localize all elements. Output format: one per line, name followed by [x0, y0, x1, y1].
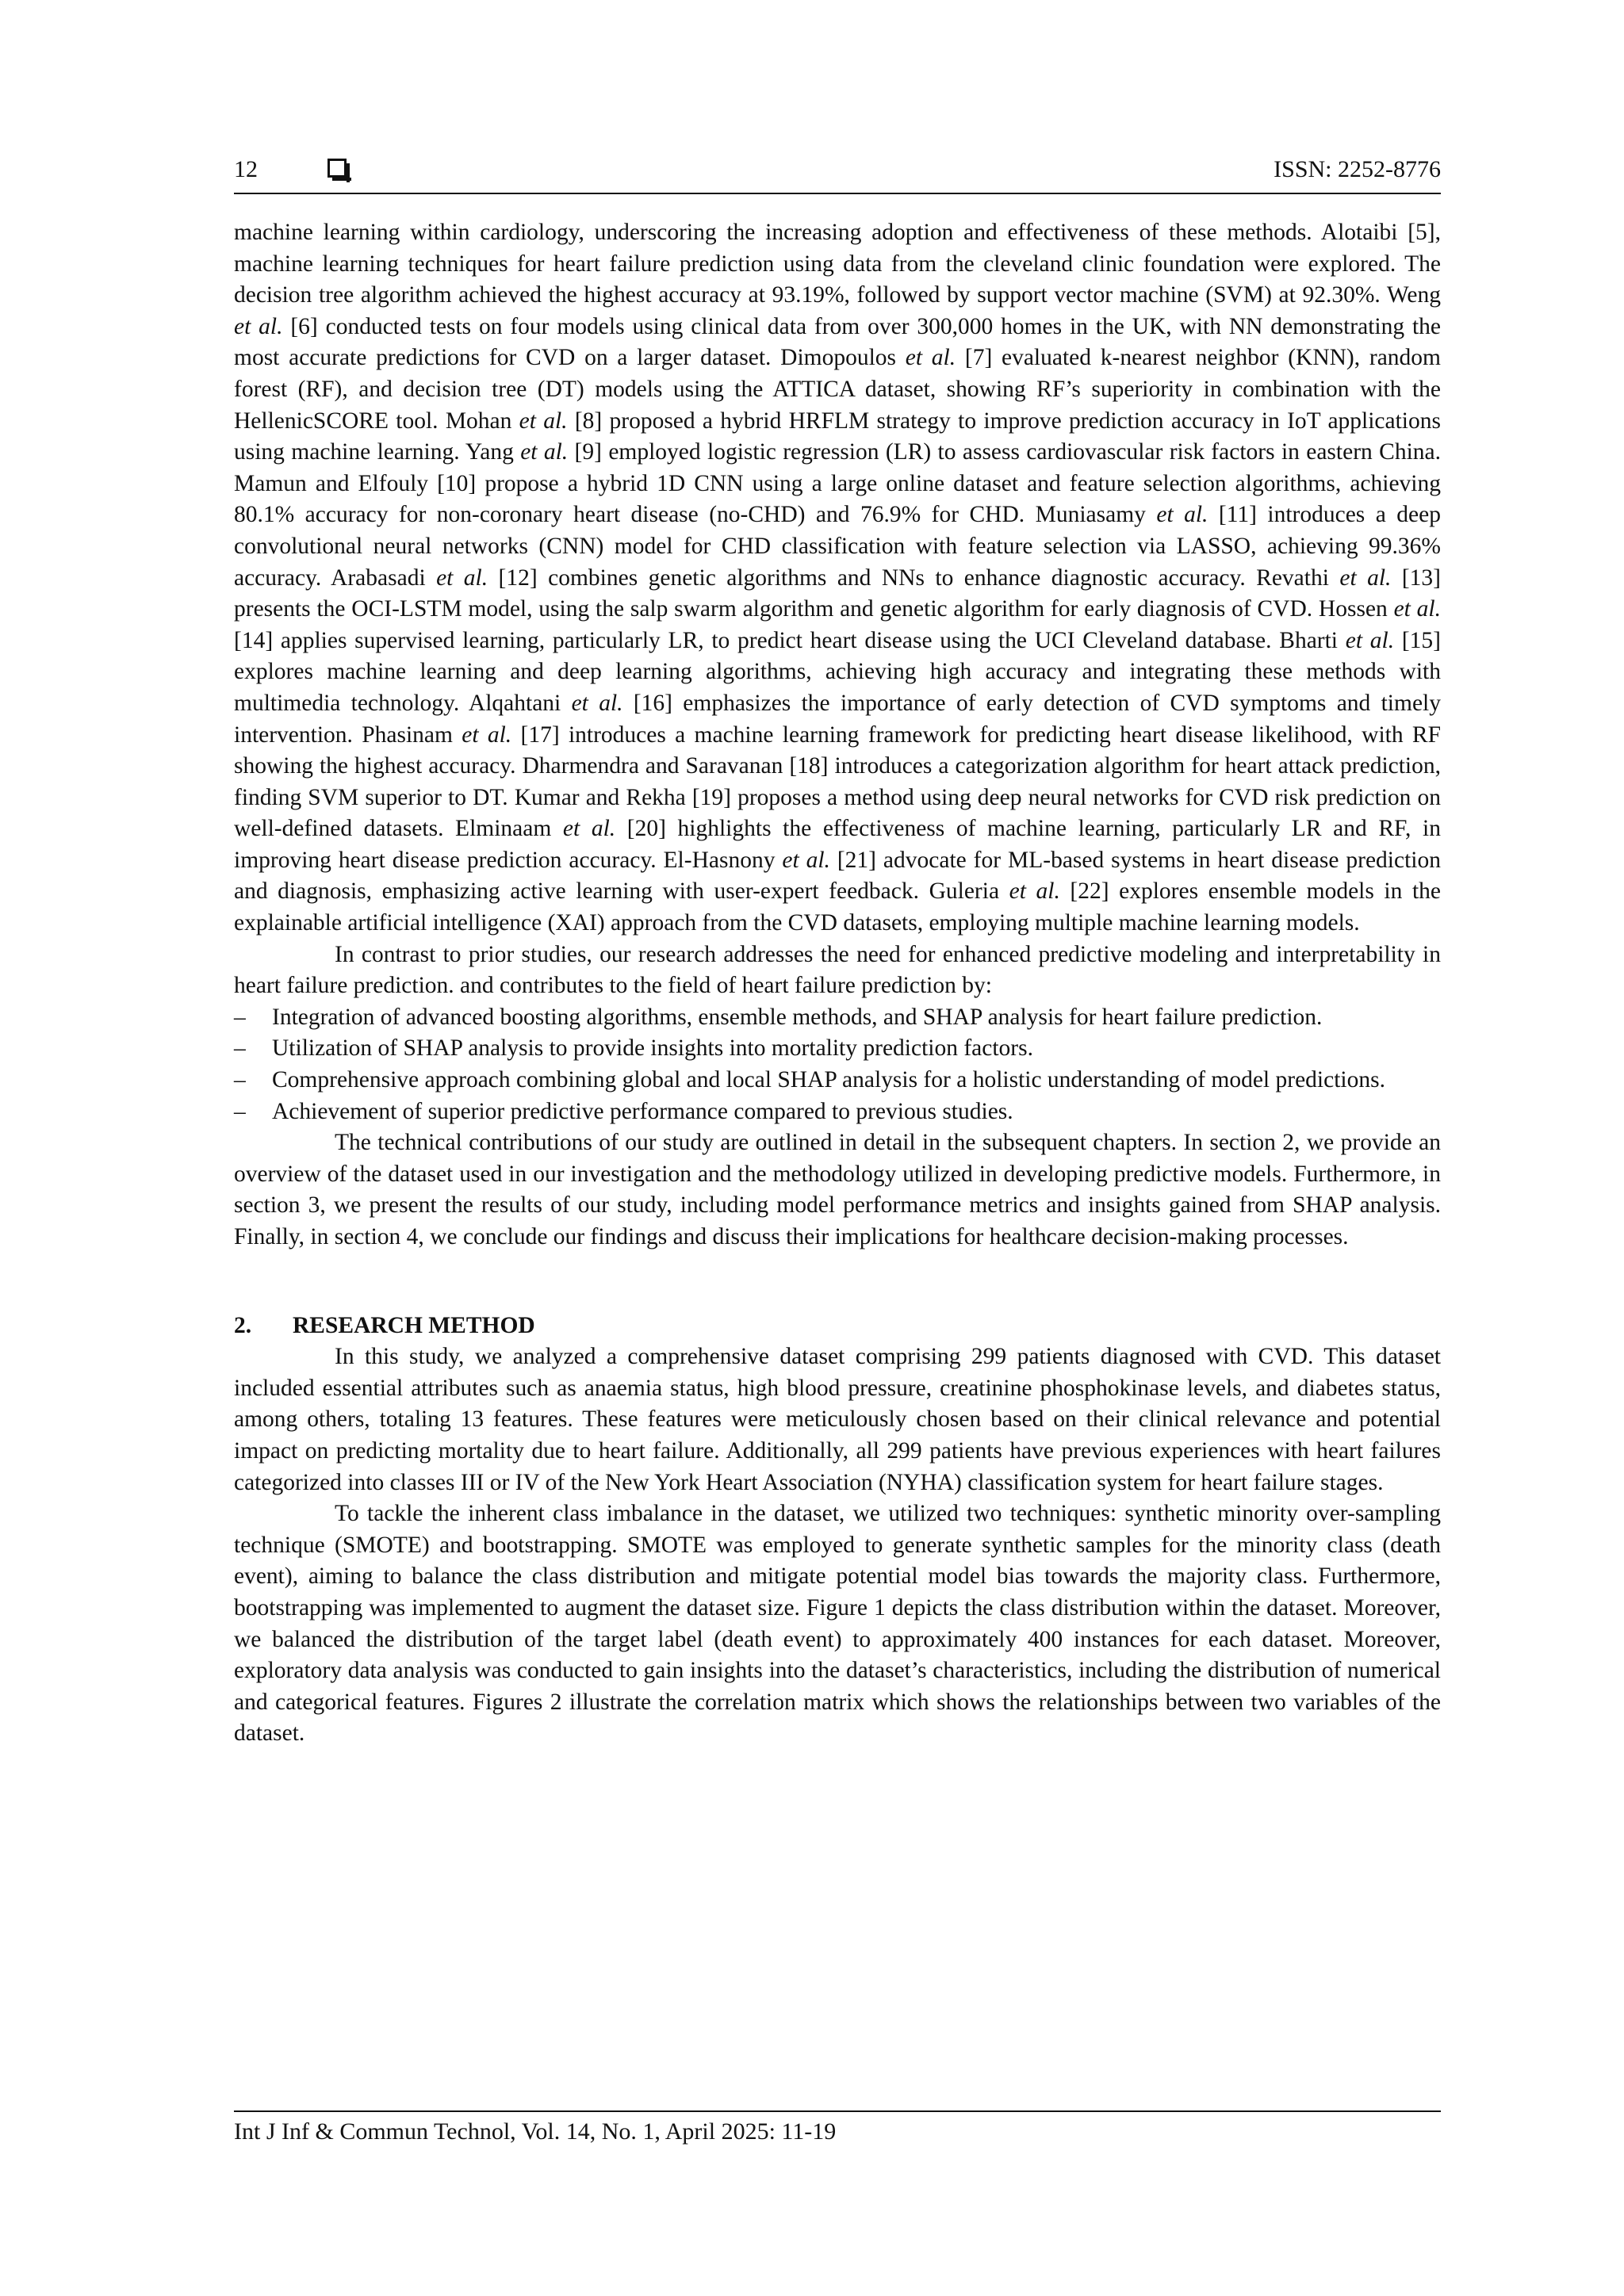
- footer-citation: Int J Inf & Commun Technol, Vol. 14, No. 1, April 2025: 11-19: [234, 2118, 837, 2145]
- dataset-paragraph: In this study, we analyzed a comprehensive dataset comprising 299 patients diagnosed with CVD. This dataset included essential attributes such as anaemia status, high blood pressure, creatinine phosphokinase levels, and diabetes status, among others, totaling 13 features. These features were meticulously chosen based on their clinical relevance and potential impact on predicting mortality due to heart failure. Additionally, all 299 patients have previous experiences with heart failures categorized into classes III or IV of the New York Heart Association (NYHA) classification system for heart failure stages.: [234, 1344, 1441, 1495]
- header-rule: [234, 193, 1441, 194]
- page-number: 12: [234, 156, 258, 182]
- footer-rule: [234, 2110, 1441, 2112]
- list-item: – Comprehensive approach combining global and local SHAP analysis for a holistic understanding of model predictions.: [234, 1065, 1441, 1096]
- imbalance-paragraph: To tackle the inherent class imbalance in the dataset, we utilized two techniques: synthetic minority over-sampling technique (SMOTE) and bootstrapping. SMOTE was employed to generate synthetic samples for the minority class (death event), aiming to balance the class distribution and mitigate potential model bias towards the majority class. Furthermore, bootstrapping was implemented to augment the dataset size. Figure 1 depicts the class distribution within the dataset. Moreover, we balanced the distribution of the target label (death event) to approximately 400 instances for each dataset. Moreover, exploratory data analysis was conducted to gain insights into the dataset’s characteristics, including the distribution of numerical and categorical features. Figures 2 illustrate the correlation matrix which shows the relationships between two variables of the dataset.: [234, 1501, 1441, 1747]
- dash-bullet: –: [234, 1035, 246, 1062]
- dash-bullet: –: [234, 1067, 246, 1093]
- section-number: 2.: [234, 1312, 252, 1338]
- section-title: RESEARCH METHOD: [293, 1312, 535, 1338]
- contributions-list: [234, 1002, 1441, 1127]
- list-item: – Utilization of SHAP analysis to provide insights into mortality prediction factors.: [234, 1033, 1441, 1065]
- page-header: [234, 155, 1441, 195]
- outline-paragraph: The technical contributions of our study are outlined in detail in the subsequent chapters. In section 2, we provide an overview of the dataset used in our investigation and the methodology utilized in developing predictive models. Furthermore, in section 3, we present the results of our study, including model performance metrics and insights gained from SHAP analysis. Finally, in section 4, we conclude our findings and discuss their implications for healthcare decision-making processes.: [234, 1130, 1441, 1249]
- intro-paragraph: machine learning within cardiology, underscoring the increasing adoption and effectiveness of these methods. Alotaibi [5], machine learning techniques for heart failure prediction using data from the cleveland clinic foundation were explored. The decision tree algorithm achieved the highest accuracy at 93.19%, followed by support vector machine (SVM) at 92.30%. Weng et al. [6] conducted tests on four models using clinical data from over 300,000 homes in the UK, with NN demonstrating the most accurate predictions for CVD on a larger dataset. Dimopoulos et al. [7] evaluated k-nearest neighbor (KNN), random forest (RF), and decision tree (DT) models using the ATTICA dataset, showing RF’s superiority in combination with the HellenicSCORE tool. Mohan et al. [8] proposed a hybrid HRFLM strategy to improve prediction accuracy in IoT applications using machine learning. Yang et al. [9] employed logistic regression (LR) to assess cardiovascular risk factors in eastern China. Mamun and Elfouly [10] propose a hybrid 1D CNN using a large online dataset and feature selection algorithms, achieving 80.1% accuracy for non-coronary heart disease (no-CHD) and 76.9% for CHD. Muniasamy et al. [11] introduces a deep convolutional neural networks (CNN) model for CHD classification with feature selection via LASSO, achieving 99.36% accuracy. Arabasadi et al. [12] combines genetic algorithms and NNs to enhance diagnostic accuracy. Revathi et al. [13] presents the OCI-LSTM model, using the salp swarm algorithm and genetic algorithm for early diagnosis of CVD. Hossen et al. [14] applies supervised learning, particularly LR, to predict heart disease using the UCI Cleveland database. Bharti et al. [15] explores machine learning and deep learning algorithms, achieving high accuracy and integrating these methods with multimedia technology. Alqahtani et al. [16] emphasizes the importance of early detection of CVD symptoms and timely intervention. Phasinam et al. [17] introduces a machine learning framework for predicting heart disease likelihood, with RF showing the highest accuracy. Dharmendra and Saravanan [18] introduces a categorization algorithm for heart attack prediction, finding SVM superior to DT. Kumar and Rekha [19] proposes a method using deep neural networks for CVD risk prediction on well-defined datasets. Elminaam et al. [20] highlights the effectiveness of machine learning, particularly LR and RF, in improving heart disease prediction accuracy. El-Hasnony et al. [21] advocate for ML-based systems in heart disease prediction and diagnosis, emphasizing active learning with user-expert feedback. Guleria et al. [22] explores ensemble models in the explainable artificial intelligence (XAI) approach from the CVD datasets, employing multiple machine learning models.: [234, 220, 1441, 936]
- dash-bullet: –: [234, 1004, 246, 1030]
- list-item: – Achievement of superior predictive performance compared to previous studies.: [234, 1096, 1441, 1128]
- section-heading: [234, 1311, 1441, 1342]
- page-body: [234, 217, 1441, 1750]
- dash-bullet: –: [234, 1098, 246, 1124]
- issn-label: ISSN: 2252-8776: [1274, 156, 1441, 182]
- contrast-paragraph: In contrast to prior studies, our research addresses the need for enhanced predictive modeling and interpretability in heart failure prediction. and contributes to the field of heart failure prediction by:: [234, 941, 1441, 999]
- list-item: – Integration of advanced boosting algorithms, ensemble methods, and SHAP analysis for heart failure prediction.: [234, 1002, 1441, 1034]
- square-bullet-icon: [327, 159, 347, 178]
